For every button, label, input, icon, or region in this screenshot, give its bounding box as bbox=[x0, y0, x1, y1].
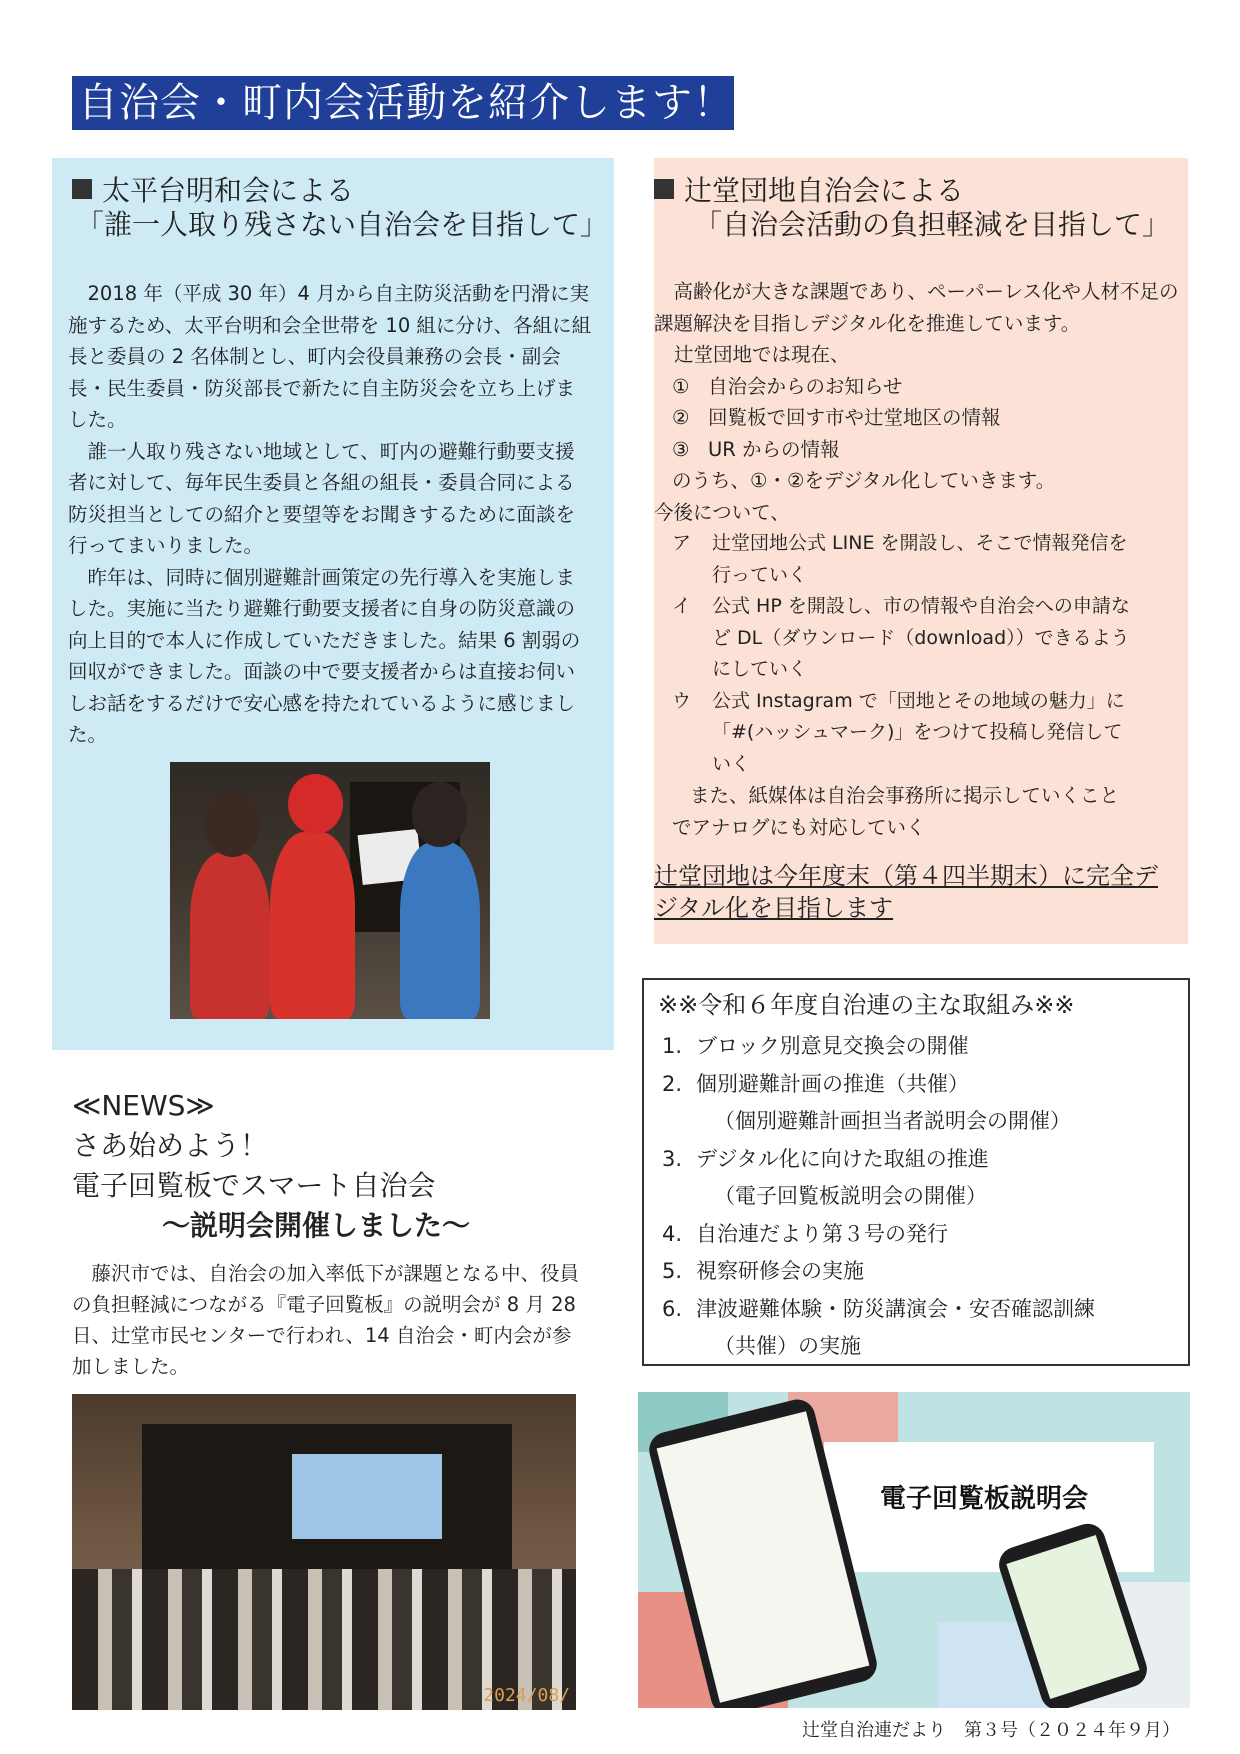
left-paragraph-1: 2018 年（平成 30 年）4 月から自主防災活動を円滑に実施するため、太平台明和会全世帯を 10 組に分け、各組に組長と委員の 2 名体制とし、町内会役員兼務の会長・副会長・民生委員・防災部長で新たに自主防災会を立ち上げました。 bbox=[68, 282, 592, 431]
list-item: 4. 自治連だより第３号の発行 bbox=[662, 1221, 948, 1246]
left-heading-1: 太平台明和会による bbox=[72, 174, 354, 208]
right-goal-statement: 辻堂団地は今年度末（第４四半期末）に完全デ ジタル化を目指します bbox=[654, 862, 1158, 922]
list-item: 2. 個別避難計画の推進（共催） bbox=[662, 1071, 969, 1096]
right-current-label: 辻堂団地では現在、 bbox=[674, 343, 850, 366]
news-title-3: ～説明会開催しました～ bbox=[162, 1209, 471, 1242]
right-heading-2: 「自治会活動の負担軽減を目指して」 bbox=[694, 208, 1171, 241]
promo-caption: 電子回覧板説明会 bbox=[880, 1484, 1089, 1514]
initiatives-title: ※※令和６年度自治連の主な取組み※※ bbox=[658, 991, 1075, 1019]
list-item: 3. デジタル化に向けた取組の推進 bbox=[662, 1146, 989, 1171]
right-intro: 高齢化が大きな課題であり、ペーパーレス化や人材不足の課題解決を目指しデジタル化を推進しています。 bbox=[654, 280, 1179, 335]
right-paper-note-2: でアナログにも対応していく bbox=[672, 815, 926, 839]
page-title: 自治会・町内会活動を紹介します！ bbox=[72, 76, 734, 130]
list-item: ③ UR からの情報 bbox=[672, 437, 840, 461]
initiatives-box bbox=[642, 978, 1190, 1366]
list-item-note: （電子回覧板説明会の開催） bbox=[714, 1184, 987, 1208]
right-future-label: 今後について、 bbox=[654, 500, 790, 524]
news-title-1: さあ始めよう！ bbox=[72, 1129, 269, 1162]
list-item: イ 公式 HP を開設し、市の情報や自治会への申請な ど DL（ダウンロード（download））できるよう にしていく bbox=[672, 595, 1130, 680]
right-paper-note: また、紙媒体は自治会事務所に掲示していくこと bbox=[690, 784, 1120, 807]
volunteers-photo bbox=[170, 762, 490, 1019]
list-item: ウ 公式 Instagram で「団地とその地域の魅力」に 「#(ハッシュマーク)」をつけて投稿し発信して いく bbox=[672, 689, 1125, 775]
news-body: 藤沢市では、自治会の加入率低下が課題となる中、役員の負担軽減につながる『電子回覧板』の説明会が 8 月 28 日、辻堂市民センターで行われ、14 自治会・町内会が参加しました。 bbox=[72, 1262, 580, 1378]
list-item: ② 回覧板で回す市や辻堂地区の情報 bbox=[672, 406, 1001, 429]
news-tag: ≪NEWS≫ bbox=[72, 1089, 215, 1122]
news-heading bbox=[72, 1086, 470, 1246]
right-article-body bbox=[654, 276, 1182, 843]
news-title-2: 電子回覧板でスマート自治会 bbox=[72, 1169, 436, 1202]
square-bullet-icon bbox=[654, 179, 674, 199]
left-paragraph-2: 誰一人取り残さない地域として、町内の避難行動要支援者に対して、毎年民生委員と各組の組長・委員合同による防災担当としての紹介と要望等をお聞きするために面談を行ってまいりました。 bbox=[68, 439, 576, 557]
right-current-note: のうち、①・②をデジタル化していきます。 bbox=[672, 469, 1056, 492]
left-article-body bbox=[68, 278, 594, 751]
photo-date-stamp: 2024/08/ bbox=[483, 1685, 570, 1706]
list-item: 6. 津波避難体験・防災講演会・安否確認訓練 bbox=[662, 1296, 1095, 1321]
list-item: ① 自治会からのお知らせ bbox=[672, 374, 903, 398]
list-item: 1. ブロック別意見交換会の開催 bbox=[662, 1034, 969, 1058]
right-current-list bbox=[654, 371, 1182, 466]
page-footer: 辻堂自治連だより 第３号（２０２４年９月） bbox=[802, 1720, 1180, 1741]
right-article-panel bbox=[654, 158, 1188, 944]
left-heading-2: 「誰一人取り残さない自治会を目指して」 bbox=[76, 208, 609, 241]
right-heading-1: 辻堂団地自治会による bbox=[654, 174, 964, 208]
right-future-list bbox=[654, 528, 1182, 780]
initiatives-list bbox=[662, 1028, 1182, 1366]
list-item: 5. 視察研修会の実施 bbox=[662, 1259, 864, 1283]
briefing-session-photo bbox=[72, 1394, 576, 1710]
left-paragraph-3: 昨年は、同時に個別避難計画策定の先行導入を実施しました。実施に当たり避難行動要支援者に自身の防災意識の向上目的で本人に作成していただきました。結果 6 割弱の回収ができました。面談の中で要支援者からは直接お伺いしお話をするだけで安心感を持たれているように感じました。 bbox=[68, 565, 581, 746]
list-item: ア 辻堂団地公式 LINE を開設し、そこで情報発信を 行っていく bbox=[672, 532, 1128, 586]
electronic-circular-promo-image bbox=[638, 1392, 1190, 1708]
list-item-note: （共催）の実施 bbox=[714, 1334, 861, 1358]
square-bullet-icon bbox=[72, 179, 92, 199]
list-item-note: （個別避難計画担当者説明会の開催） bbox=[714, 1109, 1071, 1133]
